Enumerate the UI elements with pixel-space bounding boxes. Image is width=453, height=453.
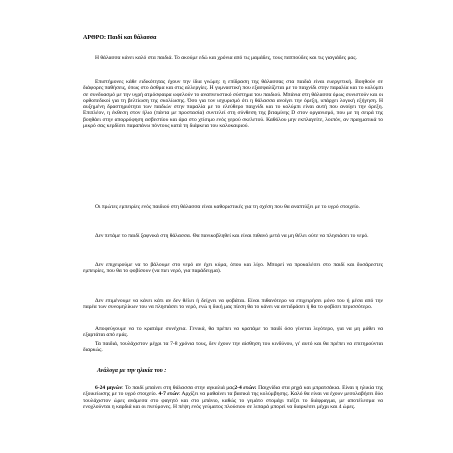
age-text-2-4-years: Παιχνίδια στα ρηχά και μπρατσάκια. Είναι η ηλικία της εξοικείωσης με το υγρό στοιχείο. (83, 385, 383, 398)
paragraph-first-experiences (83, 204, 383, 210)
article-title: ΑΡΘΡΟ: Παιδί και θάλασσα (83, 35, 157, 41)
age-text-6-24-months: : Το παιδί μπαίνει στη θάλασσα στην αγκαλιά μας (122, 385, 235, 391)
age-text-4-7-years: : Αρχίζει να μαθαίνει τα βασικά της κολύμβησης. Καλό θα είναι να έχουν μεσολαβήσει δύο τουλάχιστον ώρες ανάμεσα στο φαγητό και στο μπάνιο, καθώς το γεμάτο στομάχι πιέζει το διάφραγμα, με αποτέλεσμα να ενοχλούνται η καρδιά και οι πνεύμονες. Η πέψη ενός γεύματος πλούσιου σε λιπαρά μπορεί να διαρκέσει μέχρι και 4 ώρες. (83, 391, 383, 410)
paragraph-text: Αποφεύγουμε να το κρατάμε συνέχεια. Γενικά, θα πρέπει να κρατάμε το παιδί όσο γίνεται λιγότερο, για να μη μάθει να εξαρτάται από εμάς. (83, 326, 383, 339)
paragraph-no-throwing (83, 233, 383, 239)
paragraph-text: Η θάλασσα κάνει καλό στα παιδιά. Το ακούμε εδώ και χρόνια από τις μαμάδες, τους παππούδες και τις γιαγιάδες μας. (95, 55, 357, 61)
section-heading-age: Ανάλογα με την ηλικία του : (97, 368, 167, 374)
paragraph-waves (83, 262, 383, 275)
paragraph-not-holding (83, 326, 383, 339)
paragraph-text: Δεν πετάμε το παιδί ξαφνικά στη θάλασσα. Θα πανικοβληθεί και είναι πιθανό μετά να μη θέλει ούτε να πλησιάσει το νερό. (95, 233, 369, 239)
paragraph-text: Τα παιδιά, τουλάχιστον μέχρι τα 7-8 χρόνια τους, δεν έχουν την αίσθηση του κινδύνου, γι' αυτό και θα πρέπει να επιτηρούνται διαρκώς. (83, 341, 383, 354)
paragraph-text: Δεν επιχειρούμε να το βάλουμε στο νερό αν έχει κύμα, όπου και λίγο. Μπορεί να προκαλέσει στο παιδί και δυσάρεστες εμπειρίες, που θα το φοβίσουν (να πιει νερό, για παράδειγμα). (83, 262, 383, 275)
paragraph-age-guide (83, 385, 383, 410)
paragraph-intro (83, 55, 383, 61)
paragraph-text: Δεν επιμένουμε να κάνει κάτι αν δεν θέλει ή δείχνει να φοβάται. Είναι πιθανότερο να επιχειρήσει μόνο του ή μέσα από την παρέα των συνομηλίκων του να πλησιάσει το νερό, ενώ η δική μας πίεση θα το κάνει να αντιδράσει ή θα το φοβίσει περισσότερο. (83, 298, 383, 311)
paragraph-supervision (83, 341, 383, 354)
paragraph-text: Οι πρώτες εμπειρίες ενός παιδιού στη θάλασσα είναι καθοριστικές για τη σχέση που θα αναπτύξει με το υγρό στοιχείο. (95, 204, 360, 210)
age-label-6-24-months: 6-24 μηνών (95, 385, 123, 391)
paragraph-text: Επιστήμονες κάθε ειδικότητας έχουν την ίδια γνώμη: η επίδραση της θάλασσας στα παιδιά είναι ευεργετική. Βοηθούν σε διάφορες παθήσεις, όπως στο άσθμα και στις αλλεργίες. Η γυμναστική που εξασφαλίζεται με το παιχνίδι στην παραλία και το κολύμπι σε συνδυασμό με την υγρή ατμόσφαιρα ωφελούν το αναπνευστικό σύστημα του παιδιού. Μπάνια στη θάλασσα όμως συνιστούν και οι ορθοπεδικοί για τη βελτίωση της σκολίωσης. Όσο για τον ισχυρισμό ότι η θάλασσα ανοίγει την όρεξη, υπάρχει λογική εξήγηση. Η αυξημένη δραστηριότητα των παιδιών στην παραλία με το ελεύθερο παιχνίδι και το κολύμπι είναι αυτή που ανοίγει την όρεξη. Επιπλέον, η έκθεση στον ήλιο (πάντα με προστασία) συντελεί στη σύνθεση της βιταμίνης D στον οργανισμό, που με τη σειρά της βοηθάει στην απορρόφηση ασβεστίου και άρα στο χτίσιμο ενός γερού σκελετού. Καθόλου μην εκπλαγείτε, λοιπόν, αν πραγματικά το μικρό σας κερδίσει παραπάνω πόντους κατά τη διάρκεια του καλοκαιριού. (83, 79, 383, 130)
paragraph-no-pressure (83, 298, 383, 311)
paragraph-benefits (83, 79, 383, 129)
age-label-4-7-years: 4-7 ετών (158, 391, 179, 398)
age-label-2-4-years: 2-4 ετών: (234, 385, 257, 391)
